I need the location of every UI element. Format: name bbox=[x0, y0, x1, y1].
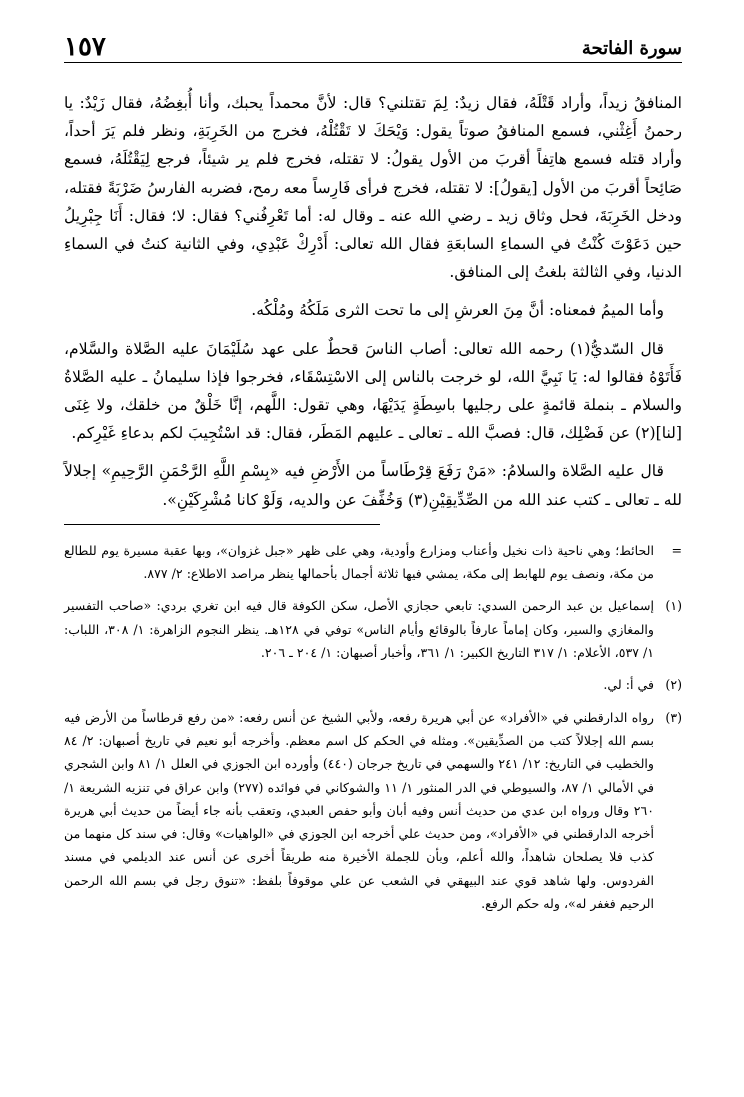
chapter-title: سورة الفاتحة bbox=[581, 38, 682, 59]
footnote-mark: (٣) bbox=[665, 709, 682, 725]
page-number: ١٥٧ bbox=[64, 32, 106, 62]
footnote bbox=[64, 594, 682, 664]
footnote-text: إسماعيل بن عبد الرحمن السدي: تابعي حجازي الأصل، سكن الكوفة قال فيه ابن تغري بردي: «صاحب التفسير والمغازي والسير، وكان إماماً عارفاً بالوقائع وأيام الناس» توفي في ١٢٨هـ. ينظر النجوم الزاهرة: ١/ ٣٠٨، اللباب: ١/ ٥٣٧، الأعلام: ١/ ٣١٧ التاريخ الكبير: ١/ ٣٦١، وأخبار أصبهان: ١/ ٢٠٤ ـ ٢٠٦. bbox=[64, 598, 655, 661]
paragraph: وأما الميمُ فمعناه: أنَّ مِنَ العرشِ إلى ما تحت الثرى مَلَكُهُ ومُلْكُه. bbox=[251, 301, 664, 320]
footnote bbox=[64, 673, 682, 696]
footnote-mark: (٢) bbox=[665, 677, 682, 693]
main-text bbox=[64, 89, 682, 514]
footnote bbox=[64, 539, 682, 586]
footnote bbox=[64, 706, 682, 916]
footnotes bbox=[64, 539, 682, 915]
paragraph: قال عليه الصَّلاة والسلامُ: «مَنْ رَفَعَ قِرْطَاساً من الأَرْضِ فيه «بِسْمِ اللَّهِ الرَّحْمَنِ الرَّحِيمِ» إجلالاً لله ـ تعالى ـ كتب عند الله من الصِّدِّيقِيْنِ(٣) وَخُفِّفَ عن والديه، وَلَوْ كانا مُشْرِكَيْنِ». bbox=[64, 462, 682, 509]
footnote-text: الحائط؛ وهي ناحية ذات نخيل وأعناب ومزارع وأودية، وهي على ظهر «جبل غزوان»، وبها عقبة مسيرة يوم للطالع من مكة، ونصف يوم للهابط إلى مكة، يمشي فيها ثلاثة أجمال بأحمالها ينظر مراصد الاطلاع: ٢/ ٨٧٧. bbox=[64, 542, 654, 582]
footnote-text: رواه الدارقطني في «الأفراد» عن أبي هريرة رفعه، ولأبي الشيخ عن أنس رفعه: «من رفع قرطاساً من الأرض فيه بسم الله إجلالاً كتب من الصدِّيقين». ومثله في الحكم كل اسم معظم. وأخرجه أبو نعيم في تاريخ أصبهان: ٢/ ٨٤ والخطيب في التاريخ: ١٢/ ٢٤١ والسهمي في تاريخ جرجان (٤٤٠) وأورده ابن الجوزي في العلل ١/ ٨١ وابن الشجري في الأمالي ١/ ٨٧، والسيوطي في الدر المنثور ١/ ١١ والشوكاني في فوائده (٢٧٧) وابن عراق في تنزيه الشريعة ١/ ٢٦٠ وقال ورواه ابن عدي من حديث أنس وفيه أبان وأبو حفص العبدي، وتعقب بأنه جاء أيضاً من حديث أبي هريرة أخرجه الدارقطني في «الأفراد»، ومن حديث علي أخرجه ابن الجوزي في «الواهيات» وقال: في سند كل منهما من كذب فلا يصلحان شاهداً، والله أعلم، وبأن للجملة الأخيرة منه طريقاً أخرى عن أنس عند الديلمي في مسند الفردوس. ولها شاهد قوي عند البيهقي في الشعب عن علي موقوفاً بلفظ: «تنوق رجل في بسم الله الرحمن الرحيم فغفر له»، وله حكم الرفع. bbox=[63, 709, 655, 911]
paragraph: قال السّديُّ(١) رحمه الله تعالى: أصاب الناسَ قحطٌ على عهد سُلَيْمَانَ عليه الصَّلاة والسَّلام، فَأَتَوْهُ فقالوا له: يَا نَبِيَّ الله، لو خرجت بالناس إلى الاسْتِسْقَاء، فخرجوا فإذا سليمانُ ـ عليه الصَّلاةُ والسلام ـ بنملة قائمةٍ على رجليها باسِطَةٍ يَدَيْهَا، وهي تقول: اللَّهم، إنَّا خَلْقٌ من خلقك، ولا غِنَى [لنا](٢) عن فَضْلِك، قال: فصبَّ الله ـ تعالى ـ عليهم المَطَر، فقال: قد اسْتُجِيبَ لكم بدعاءِ غَيْرِكم. bbox=[64, 339, 682, 443]
footnote-mark: (١) bbox=[665, 598, 682, 614]
page-header bbox=[64, 28, 682, 63]
footnote-divider bbox=[64, 524, 380, 525]
footnote-text: في أ: لي. bbox=[603, 677, 654, 693]
footnote-mark: = bbox=[671, 542, 682, 558]
paragraph: المنافقُ زيداً، وأراد قَتْلَهُ، فقال زيدٌ: لِمَ تقتلني؟ قال: لأنَّ محمداً يحبك، وأنا أُبغِضُهُ، فقال زَيْدٌ: يا رحمنُ أَغِثْني، فسمع المنافقُ صوتاً يقول: وَيْحَكَ لا تَقْتُلْهُ، فخرج من الخَرِبَةِ، ونظر فلم يَرَ أحداً، وأراد قتله فسمع هاتِفاً أقربَ من الأول يقولُ: لا تقتله، فخرج فلم ير شيئاً، فرجع لِيَقْتُلَهُ، فسمع صَائِحاً أقربَ من الأول [يقولُ]: لا تقتله، فخرج فرأى فَارِساً معه رمح، فضربه الفارسُ ضَرْبَةً فقتله، ودخل الخَرِبَةَ، فحل وثاق زيد ـ رضي الله عنه ـ وقال له: أما تَعْرِفُني؟ فقال: لا؛ فقال: أَنَا جِبْرِيلُ حين دَعَوْتَ كُنْتُ في السماءِ السابعَةِ فقال الله تعالى: أَدْرِكْ عَبْدِي، وفي الثانية كنتُ في السماءِ الدنيا، وفي الثالثة بلغتُ إلى المنافق. bbox=[64, 94, 682, 282]
